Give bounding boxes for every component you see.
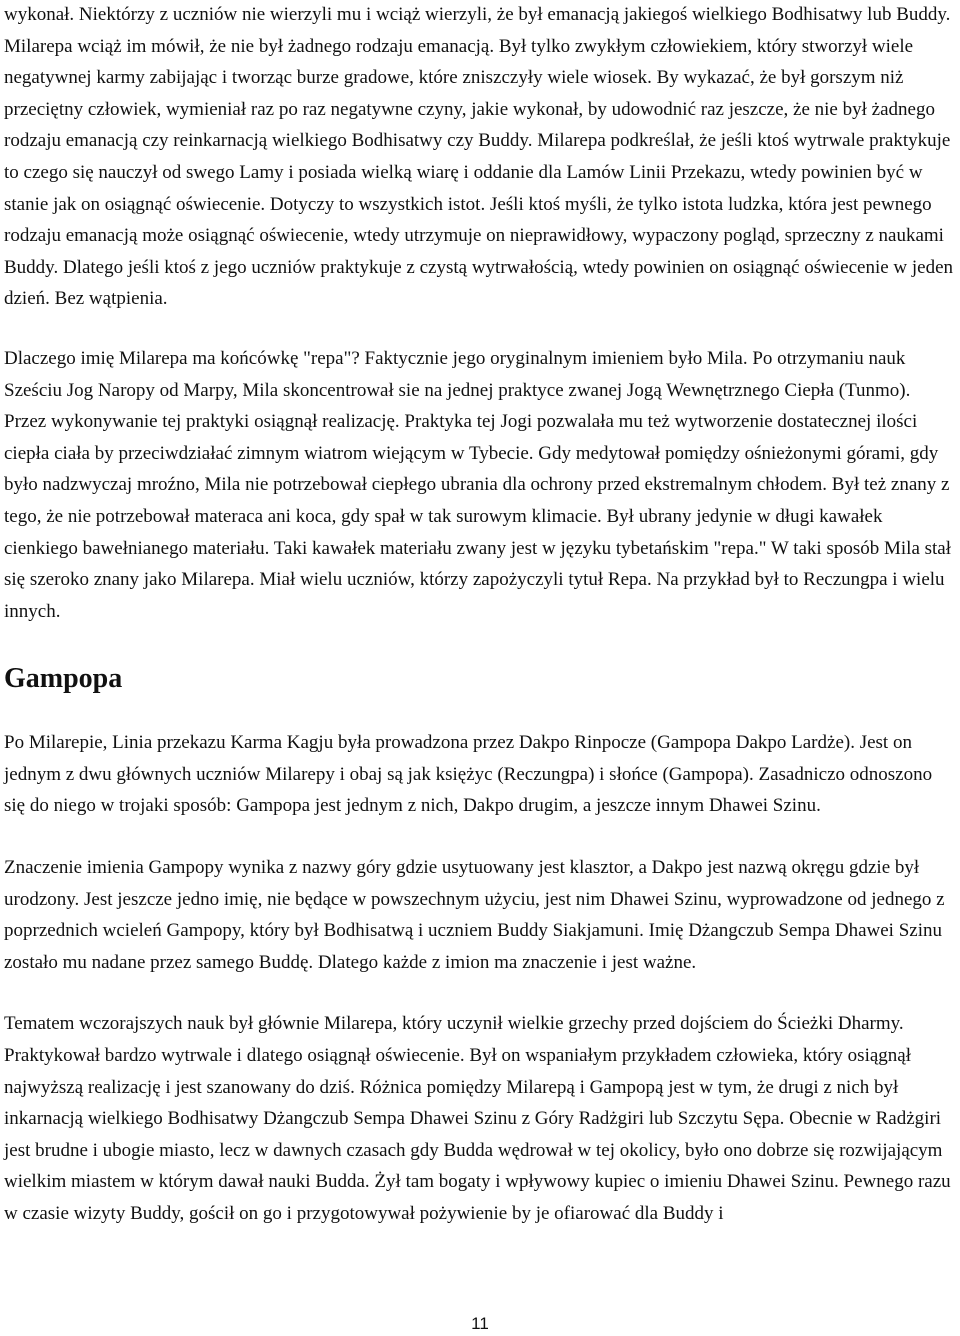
document-page [4,0,956,1230]
page-number: 11 [471,1314,489,1333]
section-heading: Gampopa [4,663,123,695]
paragraph: Znaczenie imienia Gampopy wynika z nazwy góry gdzie usytuowany jest klasztor, a Dakpo jest nazwą okręgu gdzie był urodzony. Jest jeszcze jedno imię, nie będące w powszechnym użyciu, jest nim Dhawei Szinu, wyprowadzone od jednego z poprzednich wcieleń Gampopy, który był Bodhisatwą i uczniem Buddy Siakjamuni. Imię Dżangczub Sempa Dhawei Szinu zostało mu nadane przez samego Buddę. Dlatego każde z imion ma znaczenie i jest ważne. [4,857,945,973]
paragraph: Tematem wczorajszych nauk był głównie Milarepa, który uczynił wielkie grzechy przed dojściem do Ścieżki Dharmy. Praktykował bardzo wytrwale i dlatego osiągnął oświecenie. Był on wspaniałym przykładem człowieka, który osiągnął najwyższą realizację i jest szanowany do dziś. Różnica pomiędzy Milarepą i Gampopą jest w tym, że drugi z nich był inkarnacją wielkiego Bodhisatwy Dżangczub Sempa Dhawei Szinu z Góry Radżgiri lub Szczytu Sępa. Obecnie w Radżgiri jest brudne i ubogie miasto, lecz w dawnych czasach gdy Budda wędrował w tej okolicy, było ono dobrze się rozwijającym wielkim miastem w którym dawał nauki Budda. Żył tam bogaty i wpływowy kupiec o imieniu Dhawei Szinu. Pewnego razu w czasie wizyty Buddy, gościł on go i przygotowywał pożywienie by je ofiarować dla Buddy i [4,1013,951,1224]
paragraph: wykonał. Niektórzy z uczniów nie wierzyli mu i wciąż wierzyli, że był emanacją jakiegoś wielkiego Bodhisatwy lub Buddy. Milarepa wciąż im mówił, że nie był żadnego rodzaju emanacją. Był tylko zwykłym człowiekiem, który stworzył wiele negatywnej karmy zabijając i tworząc burze gradowe, które zniszczyły wiele wiosek. By wykazać, że był gorszym niż przeciętny człowiek, wymieniał raz po raz negatywne czyny, jakie wykonał, by udowodnić raz jeszcze, że nie był żadnego rodzaju emanacją czy reinkarnacją wielkiego Bodhisatwy czy Buddy. Milarepa podkreślał, że jeśli ktoś wytrwale praktykuje to czego się nauczył od swego Lamy i posiada wielką wiarę i oddanie dla Lamów Linii Przekazu, wtedy powinien być w stanie jak on osiągnąć oświecenie. Dotyczy to wszystkich istot. Jeśli ktoś myśli, że tylko istota ludzka, która jest pewnego rodzaju emanacją może osiągnąć oświecenie, wtedy utrzymuje on nieprawidłowy, wypaczony pogląd, sprzeczny z naukami Buddy. Dlatego jeśli ktoś z jego uczniów praktykuje z czystą wytrwałością, wtedy powinien on osiągnąć oświecenie w jeden dzień. Bez wątpienia. [4,4,954,310]
paragraph: Dlaczego imię Milarepa ma końcówkę "repa"? Faktycznie jego oryginalnym imieniem było Mila. Po otrzymaniu nauk Sześciu Jog Naropy od Marpy, Mila skoncentrował sie na jednej praktyce zwanej Jogą Wewnętrznego Ciepła (Tunmo). Przez wykonywanie tej praktyki osiągnął realizację. Praktyka tej Jogi pozwalała mu też wytworzenie dostatecznej ilości ciepła ciała by przeciwdziałać zimnym wiatrom wiejącym w Tybecie. Gdy medytował pomiędzy ośnieżonymi górami, gdy było nadzwyczaj mroźno, Mila nie potrzebował ciepłego ubrania dla ochrony przed ekstremalnym chłodem. Był też znany z tego, że nie potrzebował materaca ani koca, gdy spał w tak surowym klimacie. Był ubrany jedynie w długi kawałek cienkiego bawełnianego materiału. Taki kawałek materiału zwany jest w języku tybetańskim "repa." W taki sposób Mila stał się szeroko znany jako Milarepa. Miał wielu uczniów, którzy zapożyczyli tytuł Repa. Na przykład był to Reczungpa i wielu innych. [4,347,952,622]
paragraph: Po Milarepie, Linia przekazu Karma Kagju była prowadzona przez Dakpo Rinpocze (Gampopa Dakpo Lardże). Jest on jednym z dwu głównych uczniów Milarepy i obaj są jak księżyc (Reczungpa) i słońce (Gampopa). Zasadniczo odnoszono się do niego w trojaki sposób: Gampopa jest jednym z nich, Dakpo drugim, a jeszcze innym Dhawei Szinu. [4,732,933,817]
